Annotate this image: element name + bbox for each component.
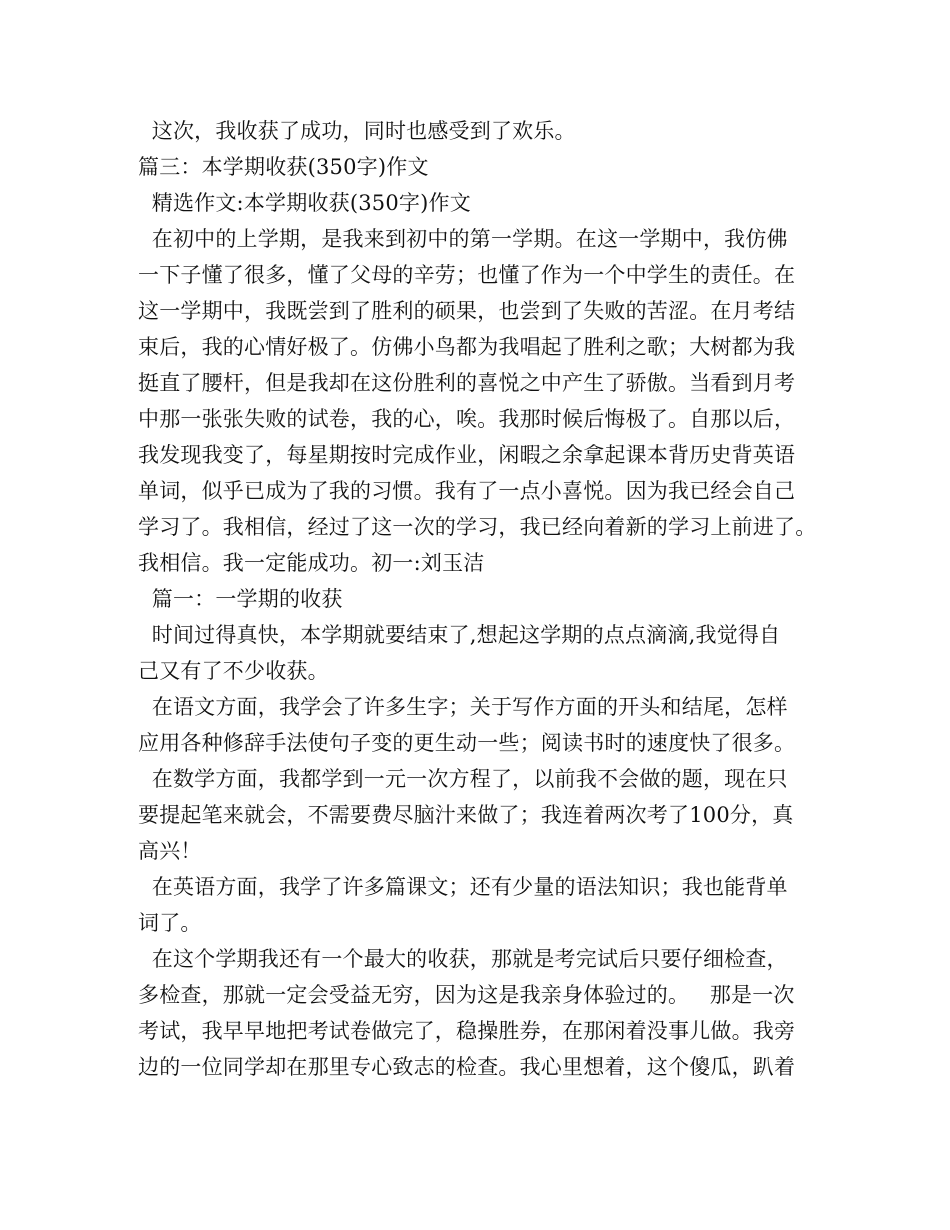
text-line: 我发现我变了，每星期按时完成作业，闲暇之余拿起课本背历史背英语	[138, 443, 796, 467]
text-line: 束后，我的心情好极了。仿佛小鸟都为我唱起了胜利之歌；大树都为我	[138, 335, 796, 359]
text-line: 边的一位同学却在那里专心致志的检查。我心里想着，这个傻瓜，趴着	[138, 1055, 796, 1079]
text-line: 在这个学期我还有一个最大的收获，那就是考完试后只要仔细检查，	[138, 947, 788, 971]
text-line: 在英语方面，我学了许多篇课文；还有少量的语法知识；我也能背单	[138, 875, 788, 899]
text-line: 学习了。我相信，经过了这一次的学习，我已经向着新的学习上前进了。	[138, 515, 817, 539]
text-line: 要提起笔来就会，不需要费尽脑汁来做了；我连着两次考了100分，真	[138, 803, 794, 827]
text-line: 应用各种修辞手法使句子变的更生动一些；阅读书时的速度快了很多。	[138, 731, 796, 755]
text-line: 一下子懂了很多，懂了父母的辛劳；也懂了作为一个中学生的责任。在	[138, 263, 796, 287]
text-line: 单词，似乎已成为了我的习惯。我有了一点小喜悦。因为我已经会自己	[138, 479, 796, 503]
text-line: 这一学期中，我既尝到了胜利的硕果，也尝到了失败的苦涩。在月考结	[138, 299, 796, 323]
text-line: 精选作文:本学期收获(350字)作文	[138, 191, 471, 215]
section-heading: 篇一：一学期的收获	[138, 587, 343, 611]
text-line: 多检查，那就一定会受益无穷，因为这是我亲身体验过的。 那是一次	[138, 983, 795, 1007]
text-line: 在语文方面，我学会了许多生字；关于写作方面的开头和结尾，怎样	[138, 695, 788, 719]
text-line: 这次，我收获了成功，同时也感受到了欢乐。	[138, 119, 576, 143]
text-line: 挺直了腰杆，但是我却在这份胜利的喜悦之中产生了骄傲。当看到月考	[138, 371, 796, 395]
text-line: 己又有了不少收获。	[138, 659, 329, 683]
text-line: 我相信。我一定能成功。初一:刘玉洁	[138, 551, 485, 575]
text-line: 考试，我早早地把考试卷做完了，稳操胜券，在那闲着没事儿做。我旁	[138, 1019, 796, 1043]
text-line: 中那一张张失败的试卷，我的心，唉。我那时候后悔极了。自那以后，	[138, 407, 796, 431]
section-heading: 篇三：本学期收获(350字)作文	[138, 155, 429, 179]
text-line: 高兴！	[138, 839, 202, 863]
text-line: 在数学方面，我都学到一元一次方程了，以前我不会做的题，现在只	[138, 767, 788, 791]
text-line: 词了。	[138, 911, 202, 935]
document-body	[138, 113, 838, 1085]
text-line: 时间过得真快，本学期就要结束了,想起这学期的点点滴滴,我觉得自	[138, 623, 781, 647]
text-line: 在初中的上学期，是我来到初中的第一学期。在这一学期中，我仿佛	[138, 227, 788, 251]
